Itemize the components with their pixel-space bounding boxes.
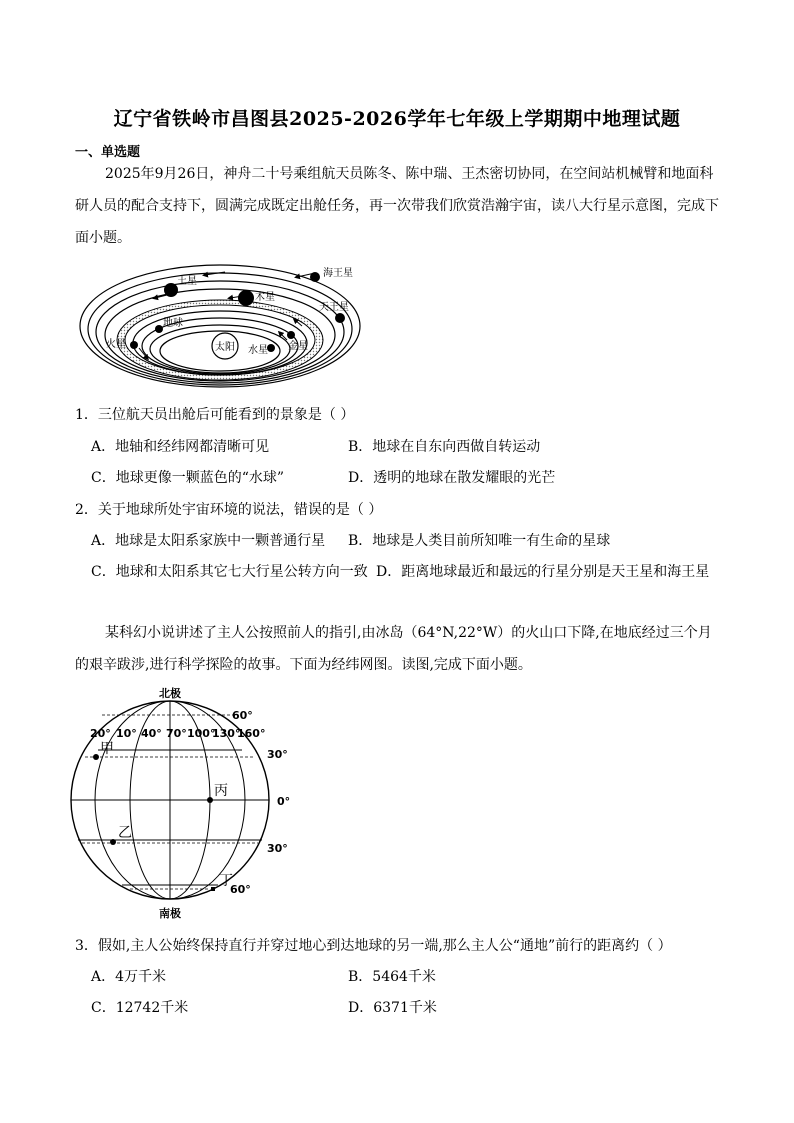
section-heading: 一、单选题: [75, 145, 141, 160]
question-3-option-d[interactable]: D．6371千米: [348, 1000, 437, 1016]
venus-label: 金星: [288, 341, 308, 352]
uranus-label: 天王星: [319, 302, 349, 313]
question-2-option-a[interactable]: A．地球是太阳系家族中一颗普通行星: [91, 533, 326, 549]
point-yi-label: 乙: [118, 825, 132, 841]
sun-label: 太阳: [215, 342, 235, 353]
question-1-option-c[interactable]: C．地球更像一颗蓝色的“水球”: [91, 470, 285, 486]
page-title: 辽宁省铁岭市昌图县2025-2026学年七年级上学期期中地理试题: [113, 108, 681, 130]
lat-label-2: 0°: [277, 795, 291, 808]
lon-label-6: 160°: [237, 727, 266, 740]
question-3-stem: 3．假如,主人公始终保持直行并穿过地心到达地球的另一端,那么主人公“通地”前行的距离约（ ）: [75, 938, 672, 954]
jupiter: [238, 290, 254, 306]
question-1-option-b[interactable]: B．地球在自东向西做自转运动: [348, 439, 541, 455]
question-1-option-a[interactable]: A．地轴和经纬网都清晰可见: [91, 439, 270, 455]
saturn-label: 土星: [177, 276, 197, 287]
earth-label: 地球: [163, 318, 183, 329]
neptune-label: 海王星: [323, 268, 353, 279]
point-ding-label: 丁: [219, 873, 233, 889]
question-2-stem: 2．关于地球所处宇宙环境的说法，错误的是（ ）: [75, 502, 383, 518]
lat-label-0: 60°: [232, 709, 253, 722]
venus: [287, 331, 295, 339]
question-2-option-d[interactable]: D．距离地球最近和最远的行星分别是天王星和海王星: [376, 564, 710, 580]
neptune: [310, 272, 320, 282]
lon-label-3: 70°: [166, 727, 187, 740]
uranus: [335, 313, 345, 323]
question-1-option-d[interactable]: D．透明的地球在散发耀眼的光芒: [348, 470, 556, 486]
lon-label-2: 40°: [141, 727, 162, 740]
passage-2: 某科幻小说讲述了主人公按照前人的指引,由冰岛（64°N,22°W）的火山口下降,在地底经过三个月的艰辛跋涉,进行科学探险的故事。下面为经纬网图。读图,完成下面小题。: [75, 625, 712, 673]
lat-label-3: 30°: [267, 842, 288, 855]
point-jia: [93, 754, 99, 760]
north-pole-label: 北极: [159, 687, 181, 700]
solar-system-diagram: [75, 260, 365, 390]
question-2-option-b[interactable]: B．地球是人类目前所知唯一有生命的星球: [348, 533, 611, 549]
mercury-label: 水星: [248, 345, 268, 356]
jupiter-label: 木星: [255, 292, 275, 303]
lat-label-4: 60°: [230, 883, 251, 896]
south-pole-label: 南极: [159, 907, 181, 920]
graticule-diagram: [70, 685, 310, 925]
point-jia-label: 甲: [100, 741, 114, 757]
question-1-stem: 1．三位航天员出舱后可能看到的景象是（ ）: [75, 407, 355, 423]
question-3-option-a[interactable]: A．4万千米: [91, 969, 167, 985]
earth: [155, 325, 163, 333]
point-bing: [207, 797, 213, 803]
lat-label-1: 30°: [267, 748, 288, 761]
lon-label-5: 130°: [212, 727, 241, 740]
mars: [130, 341, 138, 349]
point-bing-label: 丙: [214, 783, 228, 799]
point-ding: [211, 887, 215, 891]
question-3-option-b[interactable]: B．5464千米: [348, 969, 436, 985]
lon-label-1: 10°: [116, 727, 137, 740]
saturn: [164, 283, 178, 297]
question-2-option-c[interactable]: C．地球和太阳系其它七大行星公转方向一致: [91, 564, 368, 580]
mercury: [267, 344, 275, 352]
mars-label: 火星: [106, 339, 126, 350]
point-yi: [110, 839, 116, 845]
passage-1: 2025年9月26日，神舟二十号乘组航天员陈冬、陈中瑞、王杰密切协同，在空间站机械臂和地面科研人员的配合支持下，圆满完成既定出舱任务，再一次带我们欣赏浩瀚宇宙，读八大行星示意图，完成下面小题。: [75, 166, 719, 246]
lon-label-0: 20°: [90, 727, 111, 740]
lon-label-4: 100°: [187, 727, 216, 740]
question-3-option-c[interactable]: C．12742千米: [91, 1000, 189, 1016]
